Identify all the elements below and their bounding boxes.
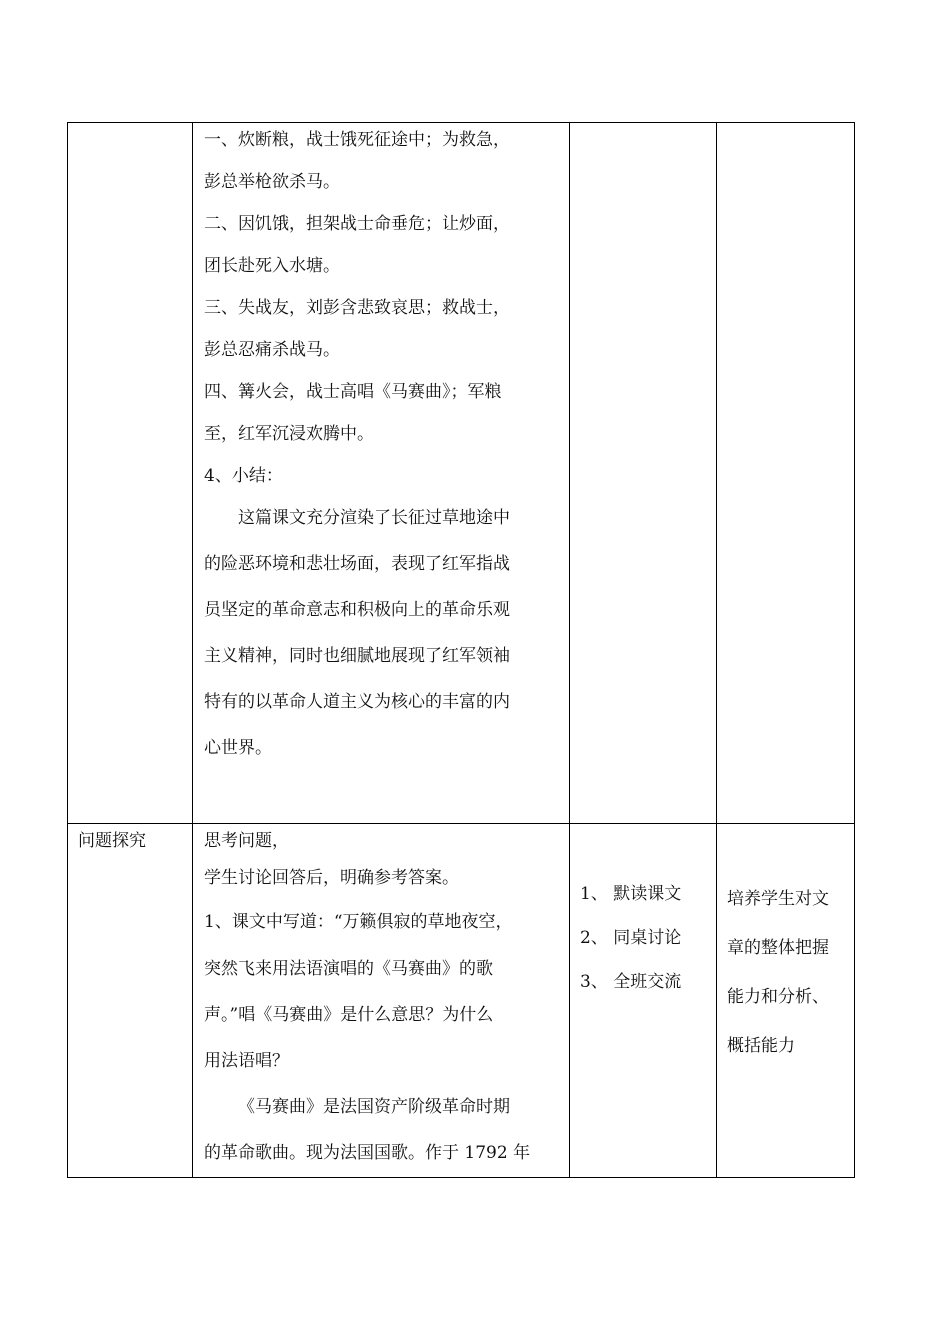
section-label: 问题探究 xyxy=(78,831,146,851)
summary-line: 这篇课文充分渲染了长征过草地途中 xyxy=(238,508,510,528)
question-line: 用法语唱？ xyxy=(204,1051,289,1071)
summary-line: 主义精神，同时也细腻地展现了红军领袖 xyxy=(204,646,510,666)
content-line: 彭总举枪欲杀马。 xyxy=(204,172,340,192)
activity-item: 1、 默读课文 xyxy=(580,884,682,904)
section-label-cell xyxy=(68,824,193,1178)
intent-line: 能力和分析、 xyxy=(727,987,829,1007)
teaching-content-cell xyxy=(193,123,570,824)
content-line: 二、因饥饿，担架战士命垂危；让炒面， xyxy=(204,214,510,234)
question-line: 声。”唱《马赛曲》是什么意思？为什么 xyxy=(204,1005,494,1025)
summary-line: 员坚定的革命意志和积极向上的革命乐观 xyxy=(204,600,510,620)
lesson-plan-table xyxy=(67,122,855,1178)
intent-line: 章的整体把握 xyxy=(727,938,829,958)
content-line: 学生讨论回答后，明确参考答案。 xyxy=(204,868,459,888)
summary-line: 的险恶环境和悲壮场面，表现了红军指战 xyxy=(204,554,510,574)
teaching-content-cell xyxy=(193,824,570,1178)
intent-line: 培养学生对文 xyxy=(727,889,829,909)
table-row xyxy=(68,123,855,824)
design-intent-cell xyxy=(717,123,855,824)
content-line: 思考问题， xyxy=(204,831,289,851)
student-activity-cell xyxy=(570,824,717,1178)
content-line: 彭总忍痛杀战马。 xyxy=(204,340,340,360)
summary-line: 特有的以革命人道主义为核心的丰富的内 xyxy=(204,692,510,712)
activity-item: 3、 全班交流 xyxy=(580,972,682,992)
content-line: 团长赴死入水塘。 xyxy=(204,256,340,276)
content-line: 四、篝火会，战士高唱《马赛曲》；军粮 xyxy=(204,382,502,402)
section-label-cell xyxy=(68,123,193,824)
content-line: 三、失战友，刘彭含悲致哀思；救战士， xyxy=(204,298,510,318)
student-activity-cell xyxy=(570,123,717,824)
design-intent-cell xyxy=(717,824,855,1178)
content-line: 至，红军沉浸欢腾中。 xyxy=(204,424,374,444)
summary-heading: 4、小结： xyxy=(204,466,283,486)
table-row xyxy=(68,824,855,1178)
summary-line: 心世界。 xyxy=(204,738,272,758)
answer-line: 的革命歌曲。现为法国国歌。作于 1792 年 xyxy=(204,1143,531,1163)
answer-line: 《马赛曲》是法国资产阶级革命时期 xyxy=(238,1097,510,1117)
question-line: 1、课文中写道：“万籁俱寂的草地夜空， xyxy=(204,912,513,932)
question-line: 突然飞来用法语演唱的《马赛曲》的歌 xyxy=(204,959,493,979)
intent-line: 概括能力 xyxy=(727,1036,795,1056)
activity-item: 2、 同桌讨论 xyxy=(580,928,682,948)
content-line: 一、炊断粮，战士饿死征途中；为救急， xyxy=(204,130,510,150)
